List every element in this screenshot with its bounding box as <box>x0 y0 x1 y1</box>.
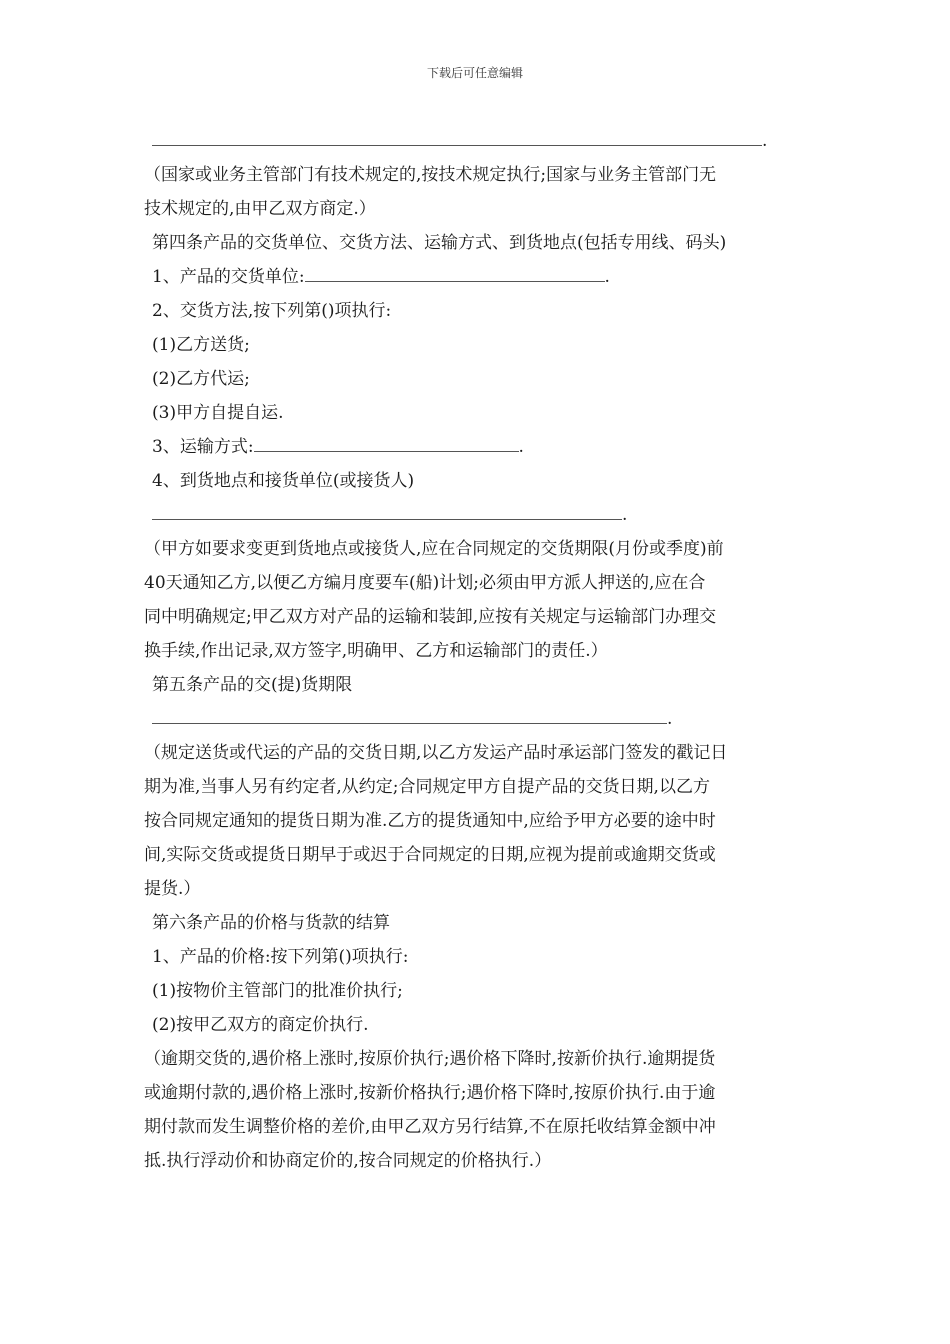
text-line: (1)按物价主管部门的批准价执行; <box>152 981 403 1001</box>
document-body <box>144 124 824 1178</box>
text-line: （逾期交货的,遇价格上涨时,按原价执行;遇价格下降时,按新价执行.逾期提货 <box>144 1049 716 1069</box>
text-line: (1)乙方送货; <box>152 335 250 355</box>
text-line: 或逾期付款的,遇价格上涨时,按新价格执行;遇价格下降时,按原价执行.由于逾 <box>144 1083 716 1103</box>
text-line: 间,实际交货或提货日期早于或迟于合同规定的日期,应视为提前或逾期交货或 <box>144 845 716 865</box>
text-line: 第四条产品的交货单位、交货方法、运输方式、到货地点(包括专用线、码头) <box>152 233 727 253</box>
field-label: 3、运输方式: <box>152 437 254 457</box>
blank-underline[interactable] <box>254 433 519 452</box>
text-line: 第六条产品的价格与货款的结算 <box>152 913 390 933</box>
text-line: 2、交货方法,按下列第()项执行: <box>152 301 392 321</box>
text-line: 40天通知乙方,以便乙方编月度要车(船)计划;必须由甲方派人押送的,应在合 <box>144 573 706 593</box>
line-end-period: . <box>622 505 628 525</box>
text-line: 期为准,当事人另有约定者,从约定;合同规定甲方自提产品的交货日期,以乙方 <box>144 777 710 797</box>
line-end-period: . <box>762 131 768 151</box>
text-line: 期付款而发生调整价格的差价,由甲乙双方另行结算,不在原托收结算金额中冲 <box>144 1117 716 1137</box>
text-line: 1、产品的价格:按下列第()项执行: <box>152 947 409 967</box>
fill-in-line <box>144 260 824 294</box>
text-line: 按合同规定通知的提货日期为准.乙方的提货通知中,应给予甲方必要的途中时 <box>144 811 716 831</box>
text-line: (3)甲方自提自运. <box>152 403 284 423</box>
blank-underline[interactable] <box>152 127 762 146</box>
fill-in-line <box>144 498 824 532</box>
line-end-period: . <box>667 709 673 729</box>
fill-in-line <box>144 430 824 464</box>
text-line: 同中明确规定;甲乙双方对产品的运输和装卸,应按有关规定与运输部门办理交 <box>144 607 717 627</box>
text-line: 第五条产品的交(提)货期限 <box>152 675 353 695</box>
text-line: (2)乙方代运; <box>152 369 250 389</box>
page-header: 下载后可任意编辑 <box>426 66 523 80</box>
text-line: （甲方如要求变更到货地点或接货人,应在合同规定的交货期限(月份或季度)前 <box>144 539 724 559</box>
line-end-period: . <box>518 437 524 457</box>
fill-in-line <box>144 124 824 158</box>
text-line: （规定送货或代运的产品的交货日期,以乙方发运产品时承运部门签发的戳记日 <box>144 743 728 763</box>
field-label: 1、产品的交货单位: <box>152 267 305 287</box>
text-line: （国家或业务主管部门有技术规定的,按技术规定执行;国家与业务主管部门无 <box>144 165 717 185</box>
text-line: (2)按甲乙双方的商定价执行. <box>152 1015 369 1035</box>
text-line: 提货.） <box>144 879 201 899</box>
line-end-period: . <box>604 267 610 287</box>
text-line: 抵.执行浮动价和协商定价的,按合同规定的价格执行.） <box>144 1151 552 1171</box>
blank-underline[interactable] <box>152 501 622 520</box>
text-line: 换手续,作出记录,双方签字,明确甲、乙方和运输部门的责任.） <box>144 641 608 661</box>
blank-underline[interactable] <box>152 705 667 724</box>
fill-in-line <box>144 702 824 736</box>
text-line: 技术规定的,由甲乙双方商定.） <box>144 199 376 219</box>
blank-underline[interactable] <box>305 263 605 282</box>
text-line: 4、到货地点和接货单位(或接货人) <box>152 471 415 491</box>
